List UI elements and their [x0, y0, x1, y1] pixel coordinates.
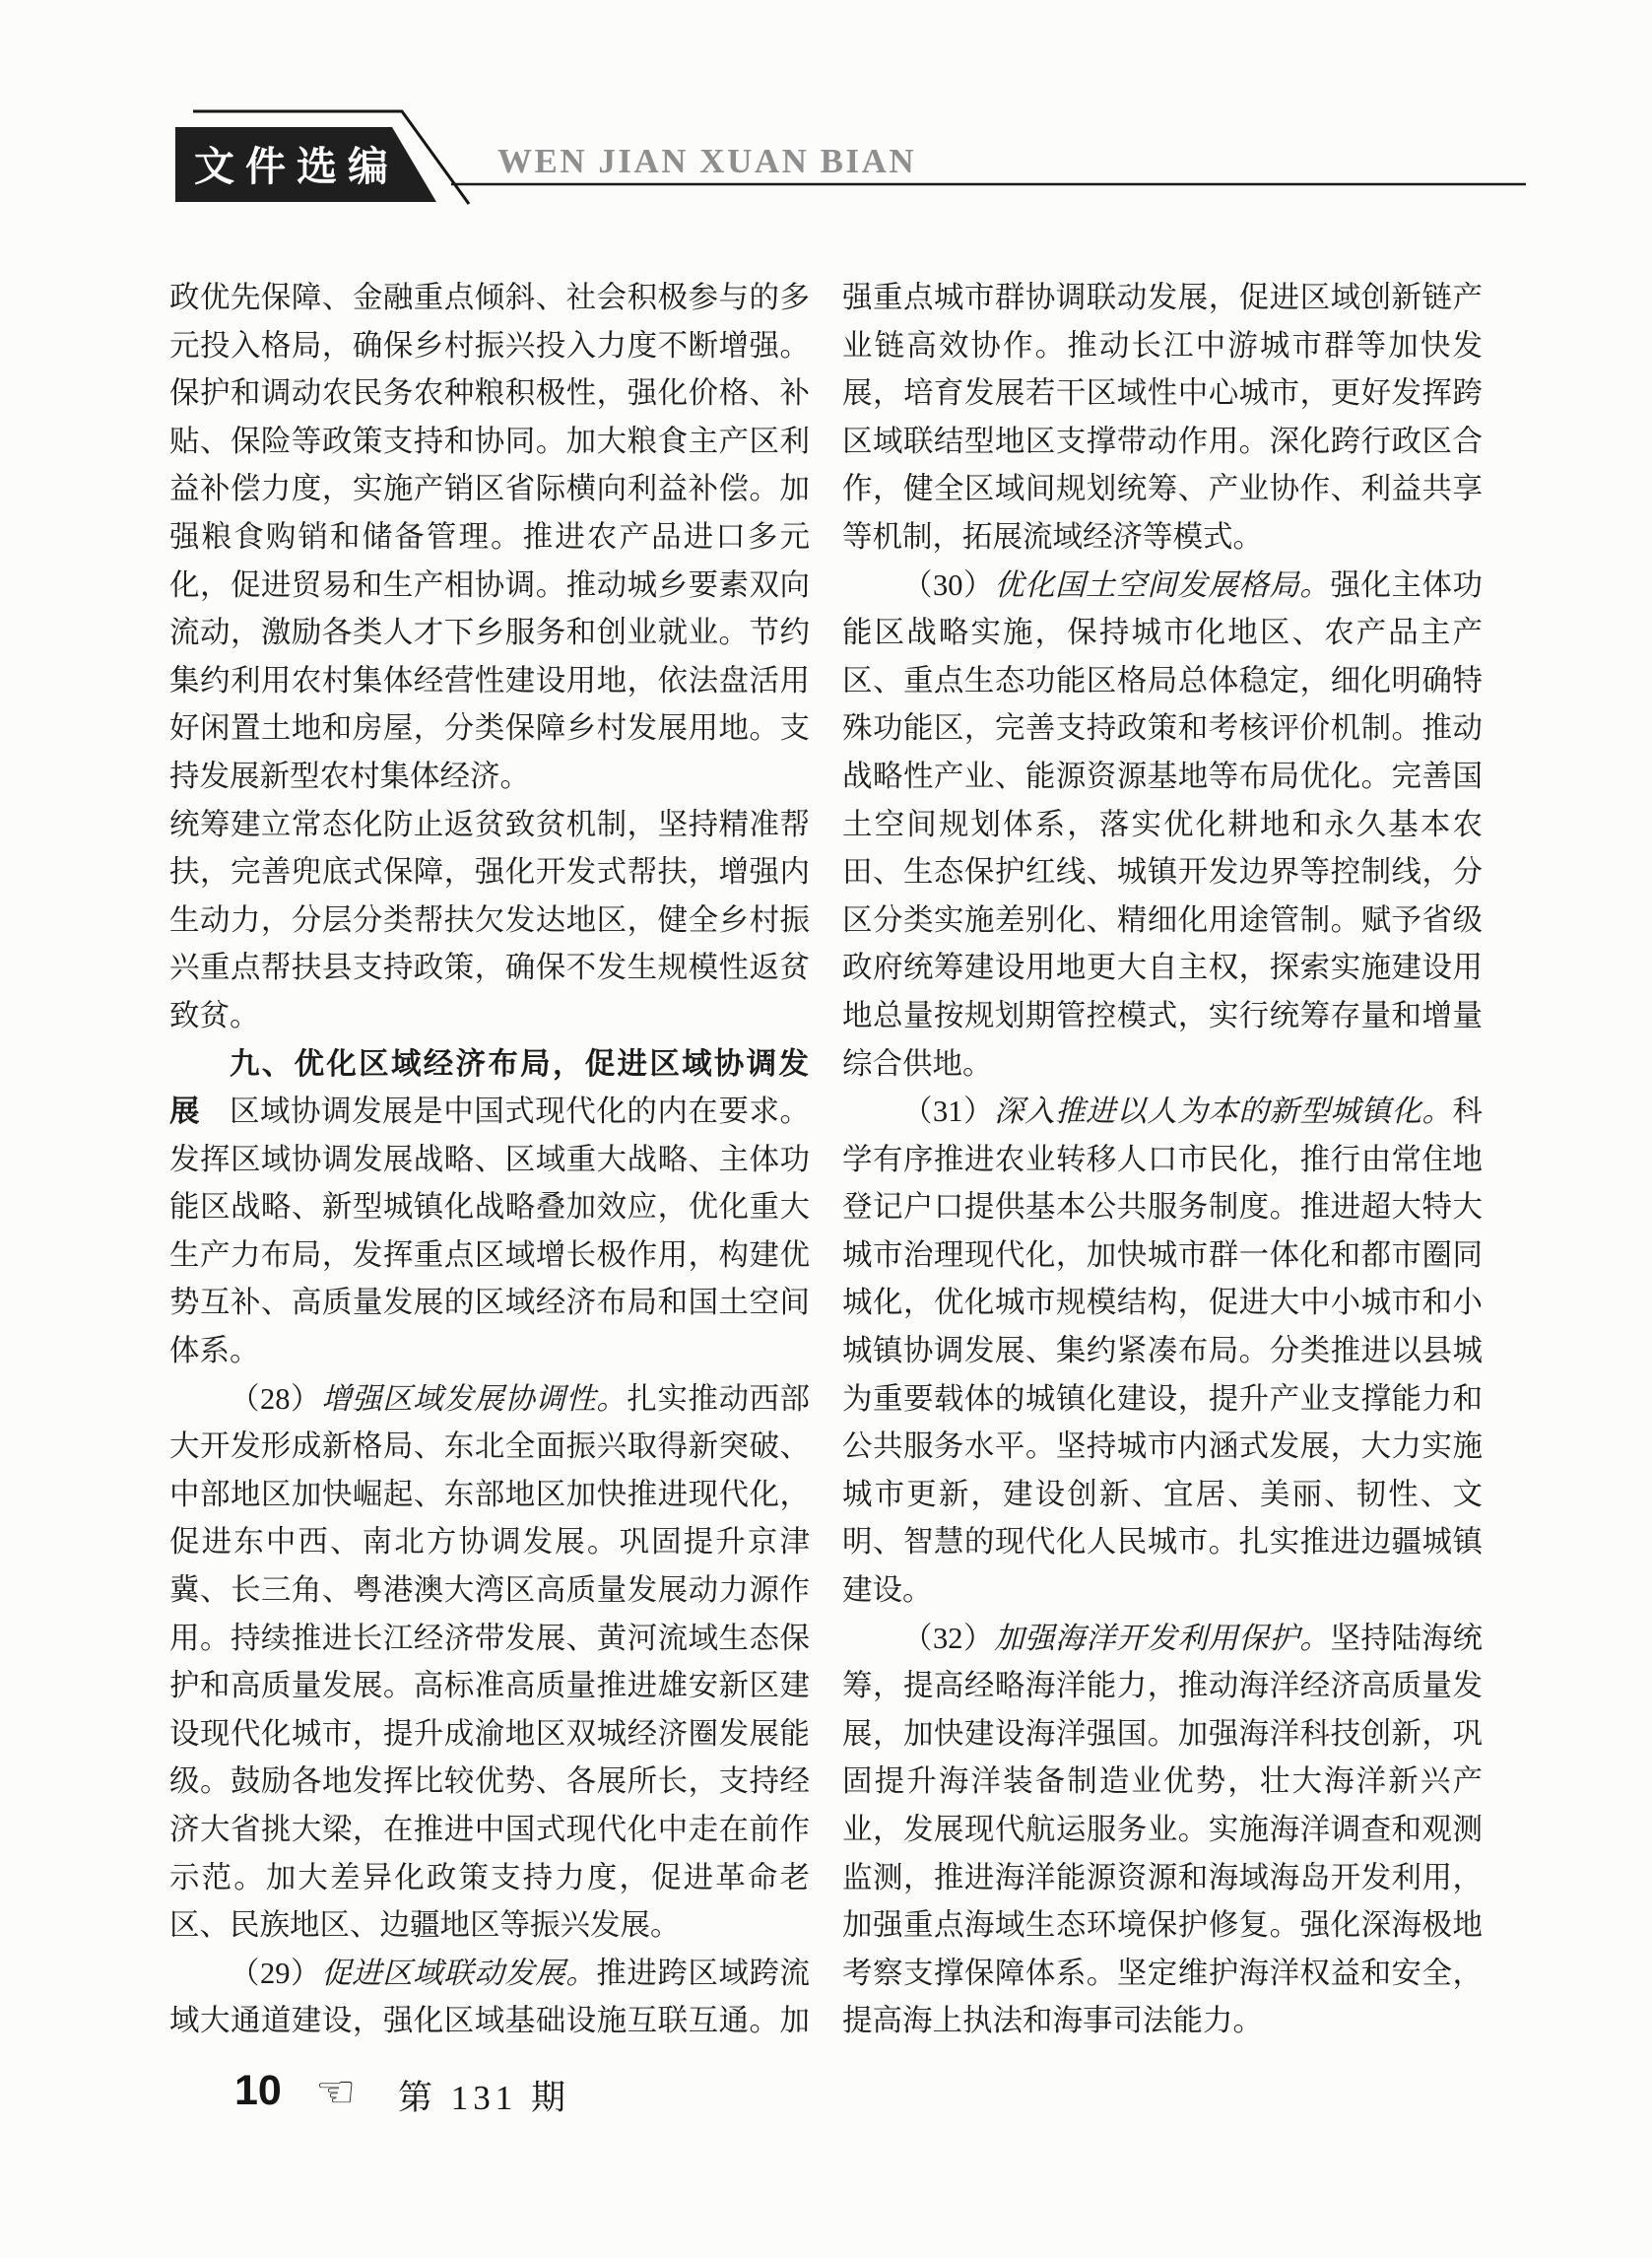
body-text: 筹，提高经略海洋能力，推动海洋经济高质量发	[842, 1669, 1483, 1703]
body-text: 固提升海洋装备制造业优势，壮大海洋新兴产	[842, 1764, 1483, 1799]
text-line	[169, 1997, 810, 2045]
body-text: 势互补、高质量发展的区域经济布局和国土空间	[169, 1286, 810, 1320]
body-text: 级。鼓励各地发挥比较优势、各展所长，支持经	[169, 1764, 810, 1799]
body-text: 发挥区域协调发展战略、区域重大战略、主体功	[169, 1142, 810, 1176]
text-line	[842, 1231, 1483, 1280]
body-text: 业链高效协作。推动长江中游城市群等加快发	[842, 328, 1483, 363]
text-line	[842, 562, 1483, 610]
body-text: 区、民族地区、边疆地区等振兴发展。	[169, 1908, 681, 1943]
body-text: 用。持续推进长江经济带发展、黄河流域生态保	[169, 1621, 810, 1655]
body-text: 好闲置土地和房屋，分类保障乡村发展用地。支	[169, 711, 810, 746]
clause-lead-text: 促进区域联动发展。	[321, 1956, 597, 1990]
text-line	[842, 1088, 1483, 1136]
body-text: 护和高质量发展。高标准高质量推进雄安新区建	[169, 1669, 810, 1703]
text-line	[842, 1662, 1483, 1710]
text-line	[169, 753, 810, 801]
text-line	[169, 1279, 810, 1327]
body-text: 坚持陆海统	[1330, 1621, 1484, 1655]
body-text: 登记户口提供基本公共服务制度。推进超大特大	[842, 1190, 1483, 1225]
clause-lead-text: 深入推进以人为本的新型城镇化。	[994, 1095, 1453, 1129]
body-text: 展，培育发展若干区域性中心城市，更好发挥跨	[842, 376, 1483, 411]
body-text: 土空间规划体系，落实优化耕地和永久基本农	[842, 807, 1483, 841]
text-line	[842, 1901, 1483, 1950]
body-text: （32）	[902, 1621, 995, 1655]
body-text: 为重要载体的城镇化建设，提升产业支撑能力和	[842, 1381, 1483, 1416]
text-line	[842, 1136, 1483, 1184]
body-text: 等机制，拓展流域经济等模式。	[842, 519, 1263, 554]
text-line	[169, 1327, 810, 1375]
body-text: 能区战略、新型城镇化战略叠加效应，优化重大	[169, 1190, 810, 1225]
clause-lead-text: 增强区域发展协调性。	[321, 1381, 628, 1416]
right-column	[842, 274, 1483, 2045]
body-text: 业，发展现代航运服务业。实施海洋调查和观测	[842, 1813, 1483, 1846]
body-text: 城化，优化城市规模结构，促进大中小城市和小	[842, 1286, 1483, 1320]
text-line	[169, 1662, 810, 1710]
text-line	[169, 1183, 810, 1231]
text-line	[169, 274, 810, 322]
text-line	[842, 1375, 1483, 1424]
text-line	[842, 513, 1483, 562]
body-text: 强重点城市群协调联动发展，促进区域创新链产	[842, 281, 1483, 314]
text-line	[842, 1279, 1483, 1327]
body-text: 政府统筹建设用地更大自主权，探索实施建设用	[842, 951, 1483, 985]
body-text: 提高海上执法和海事司法能力。	[842, 2004, 1263, 2038]
body-text: 区分类实施差别化、精细化用途管制。赋予省级	[842, 902, 1483, 937]
text-line	[169, 465, 810, 513]
text-line	[842, 704, 1483, 753]
text-line	[169, 1423, 810, 1471]
body-text: 战略性产业、能源资源基地等布局优化。完善国	[842, 759, 1483, 793]
text-line	[169, 1950, 810, 1998]
body-text: 域大通道建设，强化区域基础设施互联互通。加	[169, 2004, 810, 2038]
body-text: 冀、长三角、粤港澳大湾区高质量发展动力源作	[169, 1573, 810, 1608]
body-text: 中部地区加快崛起、东部地区加快推进现代化，	[169, 1477, 810, 1511]
page-footer	[0, 2063, 1652, 2122]
body-text: 推进跨区域跨流	[596, 1956, 811, 1990]
pointing-hand-icon: ☜	[315, 2065, 357, 2118]
body-text: 殊功能区，完善支持政策和考核评价机制。推动	[842, 711, 1483, 746]
body-text: 流动，激励各类人才下乡服务和创业就业。节约	[169, 616, 810, 650]
text-line	[169, 1088, 810, 1136]
text-line	[842, 465, 1483, 513]
text-line	[842, 1854, 1483, 1902]
text-line	[842, 1950, 1483, 1998]
text-line	[842, 1710, 1483, 1759]
text-line	[842, 1518, 1483, 1566]
text-line	[169, 1136, 810, 1184]
text-line	[169, 801, 810, 849]
body-text: 田、生态保护红线、城镇开发边界等控制线，分	[842, 855, 1483, 890]
body-text: 体系。	[169, 1334, 260, 1368]
text-line	[842, 657, 1483, 705]
body-text: 集约利用农村集体经营性建设用地，依法盘活用	[169, 663, 810, 697]
text-line	[842, 274, 1483, 322]
body-text: 统筹建立常态化防止返贫致贫机制，坚持精准帮	[169, 807, 810, 841]
body-text: 致贫。	[169, 998, 260, 1032]
text-line	[169, 513, 810, 562]
text-line	[169, 1901, 810, 1950]
body-text: 保护和调动农民务农种粮积极性，强化价格、补	[169, 376, 810, 411]
text-line	[169, 1710, 810, 1759]
body-text: 济大省挑大梁，在推进中国式现代化中走在前作	[169, 1813, 810, 1846]
text-line	[169, 848, 810, 897]
text-line	[169, 1471, 810, 1519]
body-text: 区、重点生态功能区格局总体稳定，细化明确特	[842, 663, 1483, 697]
text-line	[842, 418, 1483, 466]
body-text: 政优先保障、金融重点倾斜、社会积极参与的多	[169, 281, 810, 314]
text-line	[842, 1471, 1483, 1519]
body-text: 设现代化城市，提升成渝地区双城经济圈发展能	[169, 1716, 810, 1751]
text-line	[169, 897, 810, 945]
body-text: 化，促进贸易和生产相协调。推动城乡要素双向	[169, 567, 810, 602]
body-text: 贴、保险等政策支持和协同。加大粮食主产区利	[169, 424, 810, 458]
body-text: 城市治理现代化，加快城市群一体化和都市圈同	[842, 1237, 1483, 1272]
body-text: 强化主体功	[1330, 567, 1484, 602]
text-line	[169, 1615, 810, 1663]
text-line	[842, 1327, 1483, 1375]
body-text: 持发展新型农村集体经济。	[169, 759, 530, 793]
text-line	[169, 1375, 810, 1424]
body-text: 明、智慧的现代化人民城市。扎实推进边疆城镇	[842, 1525, 1483, 1560]
body-text: 考察支撑保障体系。坚定维护海洋权益和安全，	[842, 1956, 1483, 1990]
body-text: 九、优化区域经济布局，促进区域协调发展	[169, 1046, 810, 1129]
text-line	[169, 562, 810, 610]
body-text: 科	[1452, 1095, 1484, 1129]
body-text: 兴重点帮扶县支持政策，确保不发生规模性返贫	[169, 951, 810, 985]
body-text: 地总量按规划期管控模式，实行统筹存量和增量	[842, 998, 1483, 1032]
body-text: 促进东中西、南北方协调发展。巩固提升京津	[169, 1525, 810, 1560]
body-text: 生动力，分层分类帮扶欠发达地区，健全乡村振	[169, 902, 810, 937]
text-line	[842, 609, 1483, 657]
text-line	[842, 1806, 1483, 1854]
text-line	[842, 1758, 1483, 1806]
body-text: 能区战略实施，保持城市化地区、农产品主产	[842, 616, 1483, 650]
body-text: 加强重点海域生态环境保护修复。强化深海极地	[842, 1908, 1483, 1943]
body-text: 元投入格局，确保乡村振兴投入力度不断增强。	[169, 328, 810, 363]
text-line	[842, 1423, 1483, 1471]
text-line	[169, 1854, 810, 1902]
body-text: （28）	[230, 1381, 322, 1416]
text-line	[842, 897, 1483, 945]
body-text: （29）	[230, 1956, 322, 1990]
clause-lead-text: 优化国土空间发展格局。	[994, 567, 1331, 602]
body-text: 监测，推进海洋能源资源和海域海岛开发利用，	[842, 1860, 1483, 1894]
text-line	[842, 992, 1483, 1040]
text-line	[842, 1183, 1483, 1231]
text-line	[842, 1615, 1483, 1663]
body-text: 区域协调发展是中国式现代化的内在要求。	[230, 1095, 810, 1129]
left-column	[169, 274, 810, 2045]
body-text: 区域联结型地区支撑带动作用。深化跨行政区合	[842, 424, 1483, 458]
body-text: 城镇协调发展、集约紧凑布局。分类推进以县城	[842, 1334, 1483, 1368]
body-text: 建设。	[842, 1573, 933, 1608]
text-line	[169, 944, 810, 992]
body-text: （31）	[902, 1095, 995, 1129]
clause-lead-text: 加强海洋开发利用保护。	[994, 1621, 1331, 1655]
text-line	[842, 944, 1483, 992]
body-text: 示范。加大差异化政策支持力度，促进革命老	[169, 1860, 810, 1894]
issue-label: 第 131 期	[398, 2079, 571, 2117]
body-text: 公共服务水平。坚持城市内涵式发展，大力实施	[842, 1429, 1483, 1464]
text-line	[842, 753, 1483, 801]
text-line	[169, 657, 810, 705]
text-line	[169, 369, 810, 418]
body-text: 学有序推进农业转移人口市民化，推行由常住地	[842, 1142, 1483, 1176]
text-line	[169, 1518, 810, 1566]
text-line	[169, 992, 810, 1040]
page-number: 10	[234, 2067, 282, 2114]
body-text: 强粮食购销和储备管理。推进农产品进口多元	[169, 519, 810, 554]
body-text: 大开发形成新格局、东北全面振兴取得新突破、	[169, 1429, 810, 1464]
body-text: 作，健全区域间规划统筹、产业协作、利益共享	[842, 472, 1483, 506]
text-line	[842, 1566, 1483, 1615]
text-line	[842, 322, 1483, 370]
body-text: 扶，完善兜底式保障，强化开发式帮扶，增强内	[169, 855, 810, 890]
banner-title: 文件选编	[194, 144, 399, 189]
text-line	[169, 1231, 810, 1280]
body-text: 展，加快建设海洋强国。加强海洋科技创新，巩	[842, 1716, 1483, 1751]
body-text: 生产力布局，发挥重点区域增长极作用，构建优	[169, 1237, 810, 1272]
text-line	[842, 1040, 1483, 1089]
text-line	[842, 369, 1483, 418]
banner-subtitle: WEN JIAN XUAN BIAN	[497, 142, 917, 180]
body-text: 扎实推动西部	[627, 1381, 811, 1416]
text-line	[169, 322, 810, 370]
text-line	[169, 704, 810, 753]
body-text: 综合供地。	[842, 1046, 993, 1081]
text-line	[169, 1806, 810, 1854]
body-text: 益补偿力度，实施产销区省际横向利益补偿。加	[169, 472, 810, 506]
text-line	[842, 801, 1483, 849]
text-line	[842, 848, 1483, 897]
text-line	[169, 609, 810, 657]
text-line	[842, 1997, 1483, 2045]
text-line	[169, 1758, 810, 1806]
text-line	[169, 1566, 810, 1615]
body-text: 城市更新，建设创新、宜居、美丽、韧性、文	[842, 1477, 1483, 1511]
body-text: （30）	[902, 567, 995, 602]
text-line	[169, 418, 810, 466]
